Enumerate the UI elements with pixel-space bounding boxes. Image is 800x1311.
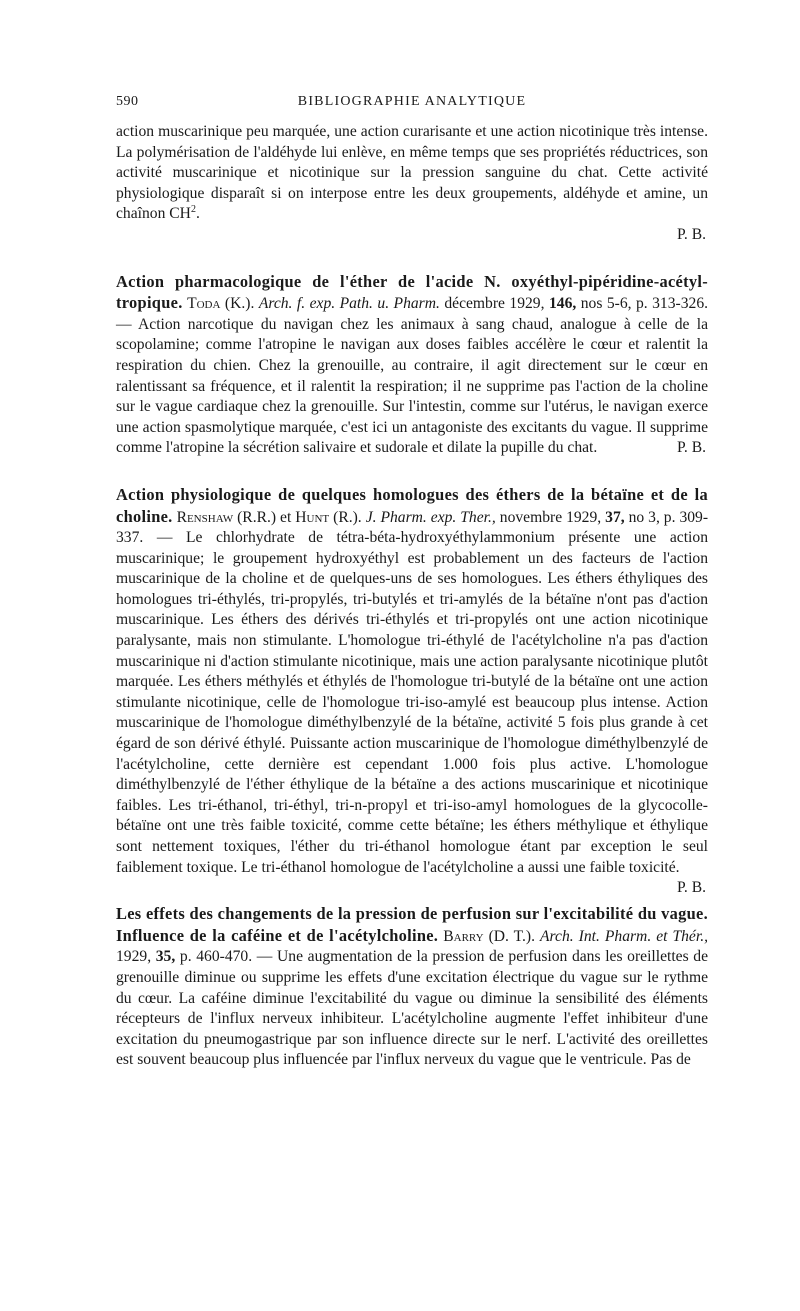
entry-issue: no 3, p. 309-337. xyxy=(116,508,709,547)
entry-abstract: — Une augmentation de la pression de perfusion dans les oreillettes de grenouille diminue ou supprime les effets d'une excitation électrique du vague sur le rythme du cœur. La caféine diminue l'excitabilité du vague ou diminue la sensibilité des éléments récepteurs de l'influx nerveux inhibiteur. L'acétylcholine augmente l'effet inhibiteur d'une excitation du pneumogastrique par son influence directe sur le nerf. L'activité des oreillettes est souvent beaucoup plus influencée par l'influx nerveux du vague que le ventricule. Pas de xyxy=(116,948,709,1069)
continuation-text: action muscarinique peu marquée, une action curarisante et une action nicotinique très intense. La polymérisation de l'aldéhyde lui enlève, en même temps que ses propriétés réductrices, son activité muscarinique et nicotinique sur la pression sanguine du chat. Cette activité physiologique disparaît si on interpose entre les deux groupements, aldéhyde et amine, un chaînon $CH^2$. xyxy=(116,123,708,223)
entry-barry xyxy=(116,904,708,1071)
entry-journal: Arch. Int. Pharm. et Thér., xyxy=(540,927,708,945)
signature: P. B. xyxy=(676,439,706,457)
entry-title: Les effets des changements de la pression de perfusion sur l'excitabilité du vague. Influence de la caféine et de l'acétylcholine. xyxy=(116,904,708,945)
entry-author-2: Hunt xyxy=(295,508,330,526)
entry-volume: 35, xyxy=(155,948,176,966)
entry-author: Barry xyxy=(443,927,484,945)
entry-initials-2: (R.). xyxy=(333,508,362,526)
page-number: 590 xyxy=(116,94,139,109)
page-header xyxy=(116,92,708,114)
entry-author: Renshaw xyxy=(176,508,234,526)
entry-date: novembre 1929, xyxy=(499,508,602,526)
entry-abstract: — Action narcotique du navigan chez les animaux à sang chaud, analogue à celle de la scopolamine; comme l'atropine le navigan aux doses faibles accélère le cœur et ralentit la respiration du chien. Chez la grenouille, au contraire, il agit directement sur le cœur en ralentissant sa fréquence, et il ralentit la respiration; il ne supprime pas l'action de la choline sur le vague cardiaque chez la grenouille. Sur l'intestin, comme sur l'utérus, le navigan exerce une action spasmolytique marquée, c'est ici un antagoniste des excitants du vague. Il supprime comme l'atropine la sécrétion salivaire et sudorale et dilate la pupille du chat. xyxy=(116,315,708,457)
entry-volume: 146, xyxy=(548,295,577,313)
running-title: BIBLIOGRAPHIE ANALYTIQUE xyxy=(297,94,527,109)
entry-journal: J. Pharm. exp. Ther., xyxy=(365,508,496,526)
signature: P. B. xyxy=(676,225,706,243)
entry-issue: p. 460-470. xyxy=(179,948,253,966)
entry-issue: nos 5-6, p. 313-326. xyxy=(580,295,709,313)
entry-title: Action physiologique de quelques homologues des éthers de la bétaïne et de la choline. xyxy=(116,484,708,526)
superscript: 2 xyxy=(190,204,196,216)
entry-volume: 37, xyxy=(605,508,625,526)
continuation-paragraph xyxy=(116,122,708,246)
entry-paragraph xyxy=(116,904,708,1071)
page xyxy=(116,92,708,1071)
entry-journal: Arch. f. exp. Path. u. Pharm. xyxy=(258,295,440,313)
entry-title: Action pharmacologique de l'éther de l'acide N. oxyéthyl-pipéridine-acétyl-tropique. xyxy=(116,271,708,313)
entry-paragraph xyxy=(116,272,708,459)
signature: P. B. xyxy=(676,879,706,897)
entry-author: Toda xyxy=(187,295,221,313)
entry-abstract: — Le chlorhydrate de tétra-béta-hydroxyéthylammonium présente une action muscarinique; le groupement hydroxyéthyl est probablement un des facteurs de l'action muscarinique de la choline et de quelques-uns de ses homologues. Les éthers éthyliques des homologues tri-éthylés, tri-propylés, tri-butylés et tri-amylés de la bétaïne n'ont pas d'action muscarinique. Les éthers des dérivés tri-éthylés et tri-propylés ont une action nicotinique paralysante, mais non stimulante. L'homologue tri-éthylé de l'acétylcholine n'a pas d'action muscarinique ni d'action stimulante nicotinique, mais une action paralysante nicotinique plutôt marquée. Les éthers méthylés et éthylés de l'homologue tri-butylé de la bétaïne ont une action stimulante nicotinique, celle de l'homologue tri-iso-amylé est beaucoup plus intense. Action muscarinique de l'homologue diméthylbenzylé de la bétaïne, activité 5 fois plus grande à cet égard de son dérivé éthylé. Puissante action muscarinique de l'homologue diméthylbenzylé de l'acétylcholine, cette dernière est cependant 1.000 fois plus active. L'homologue diméthylbenzylé de l'éther éthylique de la bétaïne a des actions muscarinique et nicotinique faibles. Les tri-éthanol, tri-éthyl, tri-n-propyl et tri-iso-amyl homologues de la glycocolle-bétaïne ont une très faible toxicité, comme cette bétaïne; les éthers méthylique et éthylique sont nettement toxiques, l'éther du tri-éthanol homologue étant par exception le seul faiblement toxique. Le tri-éthanol homologue de l'acétylcholine a aussi une faible toxicité. xyxy=(116,529,708,876)
entry-toda xyxy=(116,272,708,459)
entry-initials: (D. T.). xyxy=(488,927,536,945)
entry-initials: (R.R.) et xyxy=(237,508,292,526)
entry-initials: (K.). xyxy=(224,295,255,313)
entry-paragraph xyxy=(116,484,709,897)
entry-date: 1929, xyxy=(116,948,152,966)
entry-date: décembre 1929, xyxy=(444,295,545,313)
entry-renshaw-hunt xyxy=(116,484,709,897)
